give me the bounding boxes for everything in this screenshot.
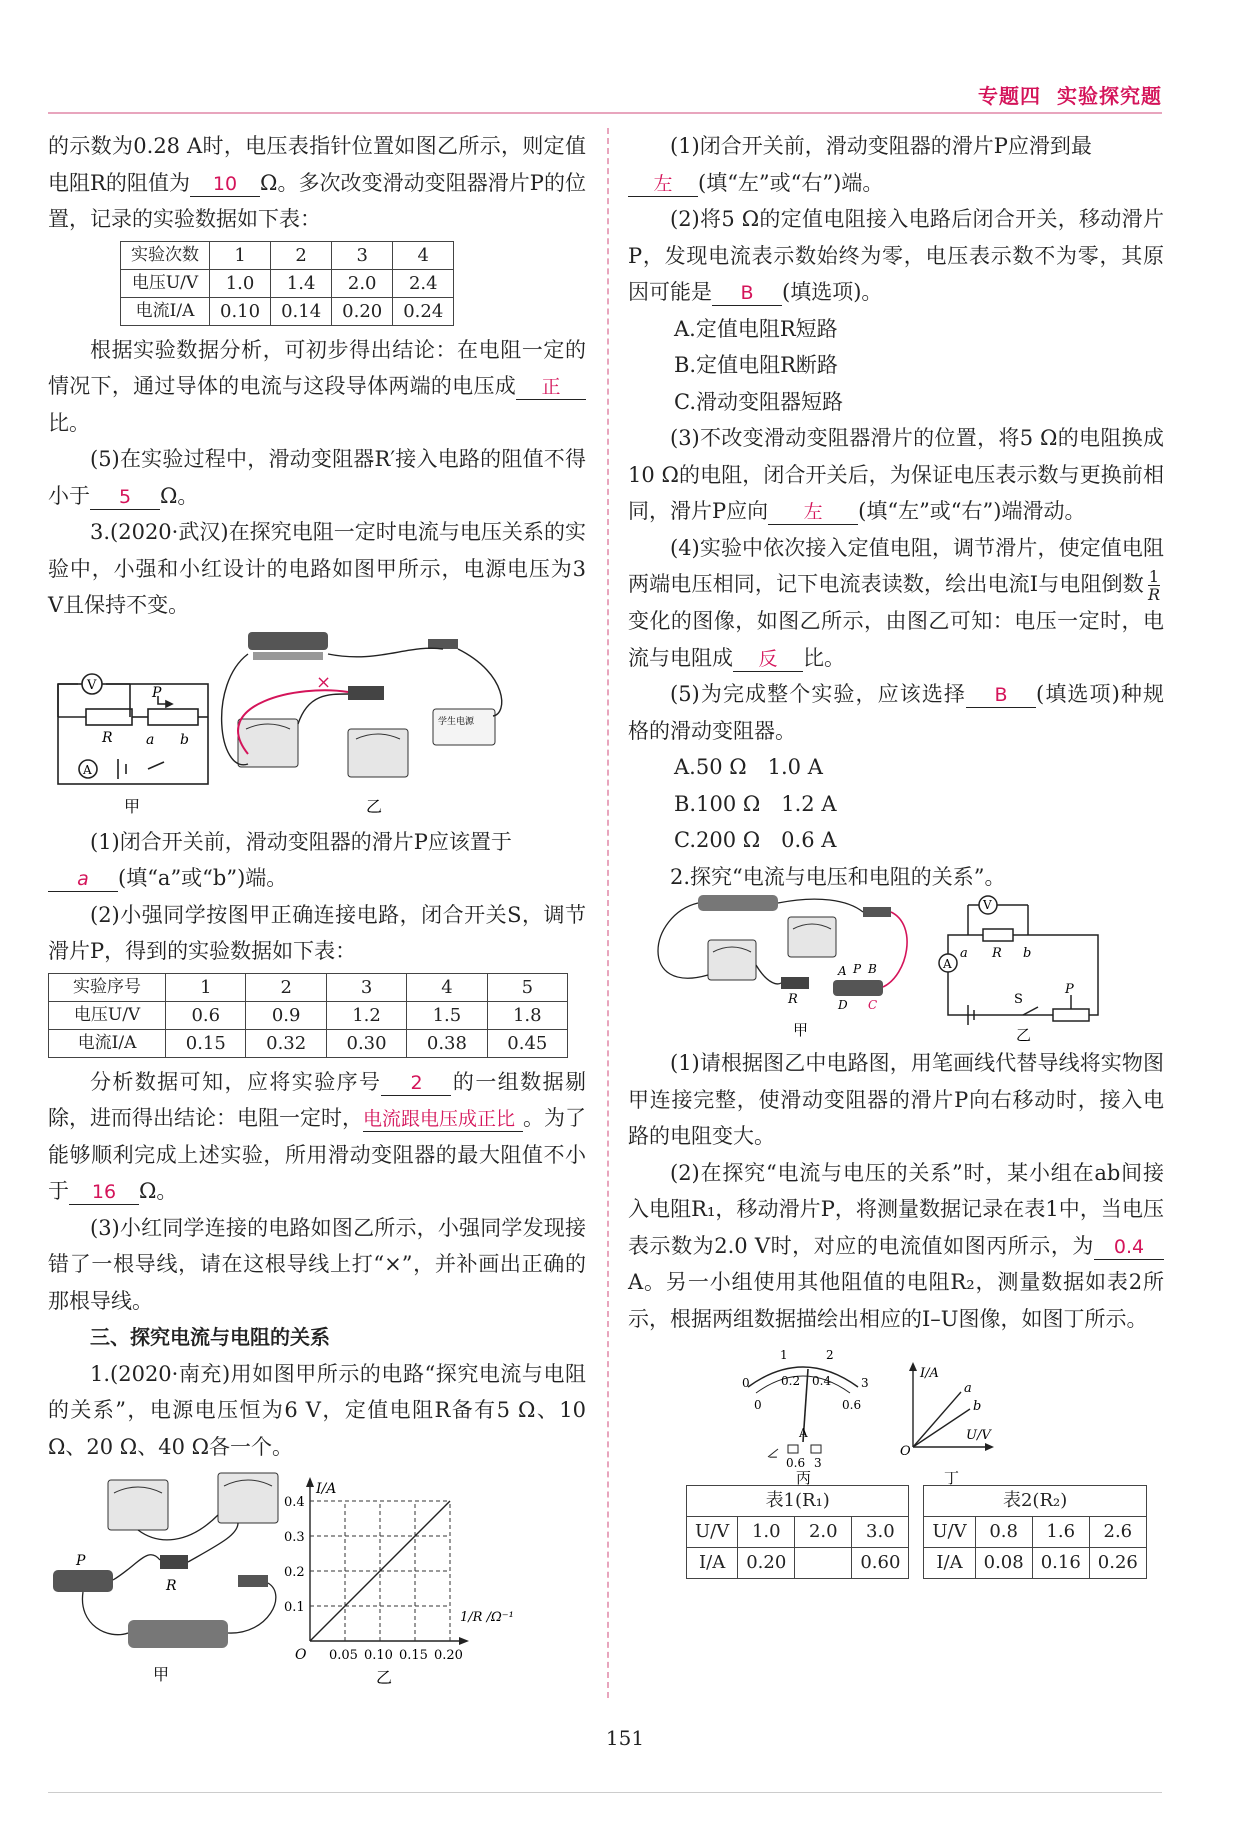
battery-image	[128, 1620, 228, 1648]
table-cell: 2.4	[393, 269, 454, 297]
text: 分析数据可知，应将实验序号	[90, 1069, 382, 1094]
ammeter-label: A	[83, 762, 92, 777]
figure-2	[48, 1465, 586, 1695]
figure-caption-yi-2: 乙	[376, 1668, 393, 1687]
table-cell: 0.6	[166, 1001, 246, 1029]
text: (1)闭合开关前，滑动变阻器的滑片P应该置于	[90, 829, 512, 854]
rheostat-image	[248, 632, 328, 650]
text: 的示数为0.28 A时，电压表指针位置如图乙所示，则定值电阻R的阻值为	[48, 134, 586, 195]
terminal-c-label: C	[868, 998, 878, 1012]
text: (填选项)种规格的滑动变阻器。	[628, 682, 1165, 743]
table-cell: U/V	[687, 1517, 738, 1548]
column-divider	[607, 128, 609, 1698]
paragraph: 1.(2020·南充)用如图甲所示的电路“探究电流与电阻的关系”，电源电压恒为6 V，定值电阻R备有5 Ω、10 Ω、20 Ω、40 Ω各一个。	[48, 1361, 586, 1459]
figure-caption-ding: 丁	[944, 1469, 960, 1487]
option-a: A.50 Ω 1.0 A	[674, 755, 823, 779]
table-r1	[686, 1485, 909, 1579]
answer-blank: B	[966, 683, 1036, 708]
table-cell: 5	[487, 973, 567, 1001]
table-cell: 0.30	[326, 1029, 406, 1057]
fraction	[1148, 568, 1160, 603]
schematic-jia	[58, 674, 208, 784]
right-column	[628, 128, 1164, 1579]
scale-top-3: 3	[861, 1376, 869, 1390]
table-cell: 2	[246, 973, 326, 1001]
slider-label: P	[1065, 982, 1074, 997]
option-a: A.定值电阻R短路	[674, 316, 838, 341]
figure-caption-jia-3: 甲	[793, 1021, 809, 1039]
x-tick-label: 0.10	[364, 1648, 393, 1663]
page-number: 151	[605, 1726, 645, 1750]
table-cell: 0.10	[210, 297, 271, 325]
table-cell: 0.60	[852, 1548, 909, 1579]
apparatus-jia-2	[53, 1473, 278, 1648]
table-cell: 实验次数	[121, 241, 210, 269]
y-tick-label: 0.4	[284, 1495, 305, 1510]
switch-image	[863, 907, 891, 917]
table-cell: 0.9	[246, 1001, 326, 1029]
paragraph	[48, 1064, 586, 1210]
paragraph	[628, 676, 1164, 749]
fraction-numerator: 1	[1148, 567, 1160, 586]
table-cell: 0.08	[975, 1548, 1032, 1579]
ammeter-dial	[748, 1367, 858, 1457]
answer-blank: B	[712, 281, 782, 306]
x-axis-arrow	[459, 1637, 469, 1645]
x-tick-label: 0.05	[329, 1648, 358, 1663]
table-cell: 1.0	[210, 269, 271, 297]
table-cell: 2.0	[795, 1517, 852, 1548]
scale-top-2: 2	[826, 1348, 834, 1362]
scale-bottom-0: 0	[754, 1398, 762, 1412]
table-row	[49, 1029, 568, 1057]
terminal-b-label: B	[868, 962, 877, 976]
answer-blank: 10	[190, 172, 260, 197]
switch-image	[428, 639, 458, 649]
figure-3-svg	[628, 895, 1164, 1045]
table-cell: 1.4	[271, 269, 332, 297]
y-axis-label: I/A	[316, 1481, 337, 1497]
resistor-label: R	[102, 729, 113, 746]
origin-label: O	[295, 1647, 307, 1663]
text: 根据实验数据分析，可初步得出结论：在电阻一定的情况下，通过导体的电流与这段导体两端的电压成	[48, 337, 586, 398]
iu-x-label: U/V	[966, 1428, 991, 1443]
terminal-a-label: a	[146, 731, 155, 748]
answer-blank: 反	[733, 647, 803, 672]
table-cell: 实验序号	[49, 973, 166, 1001]
table-cell: 1.5	[407, 1001, 487, 1029]
iu-y-arrow	[909, 1362, 917, 1371]
table-cell: 3.0	[852, 1517, 909, 1548]
figure-caption-jia: 甲	[124, 796, 141, 816]
paragraph	[48, 128, 586, 238]
text: (5)在实验过程中，滑动变阻器R′接入电路的阻值不得小于	[48, 447, 586, 508]
chart-i-vs-inverse-r	[284, 1477, 514, 1687]
table-row	[121, 269, 454, 297]
table-cell: 0.24	[393, 297, 454, 325]
table-cell	[795, 1548, 852, 1579]
slider-label: P	[76, 1553, 86, 1569]
table-cell: 1.6	[1032, 1517, 1089, 1548]
scale-top-0: 0	[742, 1376, 750, 1390]
table-cell: 2	[271, 241, 332, 269]
table-cell: 4	[393, 241, 454, 269]
section-heading: 三、探究电流与电阻的关系	[90, 1325, 330, 1349]
left-column	[48, 128, 586, 1695]
iu-line-b-label: b	[973, 1399, 982, 1414]
table-row	[687, 1517, 909, 1548]
table-cell: 电压U/V	[49, 1001, 166, 1029]
voltmeter-image	[348, 729, 408, 777]
text: (1)闭合开关前，滑动变阻器的滑片P应滑到最	[670, 134, 1092, 158]
paragraph: (1)请根据图乙中电路图，用笔画线代替导线将实物图甲连接完整，使滑动变阻器的滑片P向右移动时，接入电路的电阻变大。	[628, 1051, 1164, 1148]
voltmeter-label: V	[983, 898, 992, 912]
iu-y-label: I/A	[920, 1366, 939, 1381]
terminal-b-label: b	[1023, 946, 1032, 961]
answer-blank: 左	[628, 172, 698, 197]
text: A。另一小组使用其他阻值的电阻R₂，测量数据如表2所示，根据两组数据描绘出相应的I–U图像，如图丁所示。	[628, 1270, 1164, 1331]
table-cell: 1	[166, 973, 246, 1001]
answer-blank: a	[48, 867, 118, 892]
table-cell: 0.14	[271, 297, 332, 325]
battery-image	[698, 895, 778, 911]
voltmeter-label: V	[87, 677, 97, 693]
table-cell: 3	[326, 973, 406, 1001]
iu-x-arrow	[985, 1443, 994, 1451]
table-cell: 1	[210, 241, 271, 269]
paragraph	[48, 332, 586, 442]
resistor-label: R	[992, 946, 1002, 961]
paragraph: 2.探究“电流与电压和电阻的关系”。	[670, 864, 1006, 889]
answer-blank: 电流跟电压成正比	[363, 1107, 523, 1132]
paragraph	[628, 420, 1164, 530]
ammeter-image	[238, 719, 298, 767]
table-cell: 电压U/V	[121, 269, 210, 297]
data-table-1	[120, 241, 454, 326]
table-cell: 1.8	[487, 1001, 567, 1029]
table-cell: 3	[332, 241, 393, 269]
meter-unit: A	[799, 1426, 808, 1440]
terminal-06: 0.6	[786, 1456, 806, 1470]
text: (4)实验中依次接入定值电阻，调节滑片，使定值电阻两端电压相同，记下电流表读数，绘出电流I与电阻倒数	[628, 535, 1164, 596]
answer-blank: 16	[69, 1180, 139, 1205]
figure-caption-jia-2: 甲	[153, 1665, 170, 1684]
scale-top-1: 1	[780, 1348, 788, 1362]
paragraph: (2)小强同学按图甲正确连接电路，闭合开关S，调节滑片P，得到的实验数据如下表：	[48, 902, 586, 963]
figure-4	[628, 1337, 1164, 1487]
answer-blank: 左	[768, 500, 858, 525]
table-cell: 0.26	[1089, 1548, 1146, 1579]
scale-bottom-04: 0.4	[812, 1374, 832, 1388]
option-c: C.200 Ω 0.6 A	[674, 828, 837, 852]
table-row	[687, 1486, 909, 1517]
x-axis-label: 1/R /Ω⁻¹	[460, 1610, 514, 1625]
terminal-a-label: A	[838, 964, 847, 978]
table-row	[49, 1001, 568, 1029]
table-cell: 2.0	[332, 269, 393, 297]
footer-rule	[48, 1792, 1162, 1793]
wrong-wire-mark: ×	[316, 671, 332, 693]
scale-bottom-02: 0.2	[781, 1374, 801, 1388]
text: (3)不改变滑动变阻器滑片的位置，将5 Ω的电阻换成10 Ω的电阻，闭合开关后，为保证电压表示数与更换前相同，滑片P应向	[628, 426, 1164, 523]
meter-minus: −	[768, 1450, 779, 1464]
paragraph: (3)小红同学连接的电路如图乙所示，小强同学发现接错了一根导线，请在这根导线上打“×”，并补画出正确的那根导线。	[48, 1215, 586, 1313]
paragraph	[48, 824, 586, 897]
terminal-b-label: b	[180, 731, 189, 748]
rheostat-image	[53, 1570, 113, 1592]
paragraph	[628, 1155, 1164, 1338]
y-tick-label: 0.1	[284, 1600, 305, 1615]
table-r2	[923, 1485, 1146, 1579]
x-tick-label: 0.20	[434, 1648, 463, 1663]
resistor-image	[781, 977, 809, 989]
switch-label: S	[1014, 992, 1023, 1007]
figure-caption-yi-3: 乙	[1016, 1026, 1032, 1044]
paragraph	[48, 441, 586, 514]
figure-4-svg	[628, 1337, 1164, 1487]
table-cell: 4	[407, 973, 487, 1001]
power-supply-image	[433, 709, 495, 745]
power-supply-label: 学生电源	[438, 716, 475, 727]
text: (2)将5 Ω的定值电阻接入电路后闭合开关，移动滑片P，发现电流表示数始终为零，电压表示数不为零，其原因可能是	[628, 207, 1164, 304]
text: (2)在探究“电流与电压的关系”时，某小组在ab间接入电阻R₁，移动滑片P，将测量数据记录在表1中，当电压表示数为2.0 V时，对应的电流值如图丙所示，为	[628, 1160, 1164, 1258]
table-cell: 1.2	[326, 1001, 406, 1029]
table-cell: 电流I/A	[121, 297, 210, 325]
table-title: 表1(R₁)	[687, 1486, 909, 1517]
table-cell: 0.20	[738, 1548, 795, 1579]
resistor-label: R	[788, 992, 798, 1007]
apparatus-yi	[222, 632, 502, 777]
ammeter-image	[708, 940, 756, 980]
scale-bottom-06: 0.6	[842, 1398, 862, 1412]
resistor-image	[160, 1555, 188, 1569]
table-cell: 0.8	[975, 1517, 1032, 1548]
table-cell: I/A	[687, 1548, 738, 1579]
text: Ω。多次改变滑动变阻器滑片P的位置，记录的实验数据如下表：	[48, 170, 586, 231]
resistor-image	[348, 686, 384, 700]
option-c: C.滑动变阻器短路	[674, 389, 843, 414]
rheostat-image	[833, 980, 883, 996]
text: (填“a”或“b”)端。	[118, 866, 288, 890]
header-rule	[48, 112, 1162, 114]
terminal-3: 3	[814, 1456, 822, 1470]
paragraph	[628, 201, 1164, 311]
answer-blank: 0.4	[1094, 1235, 1164, 1260]
table-row	[49, 973, 568, 1001]
text: 变化的图像，如图乙所示，由图乙可知：电压一定时，电流与电阻成	[628, 609, 1164, 670]
page-header	[978, 80, 1162, 109]
ammeter-label: A	[943, 957, 952, 971]
paragraph	[628, 530, 1164, 677]
y-axis-arrow	[306, 1477, 314, 1487]
paragraph	[628, 128, 1164, 201]
data-table-2	[48, 973, 568, 1058]
circuit-figure-1	[48, 624, 586, 824]
text: 。为了能够顺利完成上述实验，所用滑动变阻器的最大阻值不小于	[48, 1106, 586, 1203]
table-cell: 电流I/A	[49, 1029, 166, 1057]
header-topic: 专题四	[978, 84, 1041, 108]
circuit-diagram-svg	[48, 624, 586, 824]
table-row	[687, 1548, 909, 1579]
figure-caption-bing: 丙	[796, 1469, 812, 1487]
table-row	[121, 241, 454, 269]
y-tick-label: 0.3	[284, 1530, 305, 1545]
table-cell: 0.32	[246, 1029, 326, 1057]
switch-image	[238, 1575, 268, 1587]
terminal-a-label: a	[960, 946, 968, 961]
table-cell: 2.6	[1089, 1517, 1146, 1548]
text: (填“左”或“右”)端滑动。	[858, 499, 1086, 523]
table-cell: 0.16	[1032, 1548, 1089, 1579]
iu-origin: O	[900, 1444, 911, 1459]
table-cell: 1.0	[738, 1517, 795, 1548]
table-row	[924, 1486, 1146, 1517]
fraction-denominator: R	[1147, 585, 1160, 604]
apparatus-jia-3	[658, 895, 907, 996]
x-tick-label: 0.15	[399, 1648, 428, 1663]
result-tables	[686, 1485, 1164, 1579]
table-title: 表2(R₂)	[924, 1486, 1146, 1517]
answer-blank: 2	[381, 1071, 451, 1096]
table-row	[924, 1517, 1146, 1548]
table-cell: 0.20	[332, 297, 393, 325]
option-b: B.100 Ω 1.2 A	[674, 791, 837, 816]
terminal-d-label: D	[838, 998, 848, 1012]
table-cell: 0.15	[166, 1029, 246, 1057]
text: (填选项)。	[782, 280, 883, 304]
option-b: B.定值电阻R断路	[674, 353, 838, 377]
circuit-figure-3	[628, 895, 1164, 1045]
paragraph: 3.(2020·武汉)在探究电阻一定时电流与电压关系的实验中，小强和小红设计的电路如图甲所示，电源电压为3 V且保持不变。	[48, 520, 586, 617]
chart-ticks	[284, 1495, 463, 1663]
table-cell: U/V	[924, 1517, 975, 1548]
text: (填“左”或“右”)端。	[698, 170, 884, 195]
table-cell: 0.38	[407, 1029, 487, 1057]
figure-caption-yi: 乙	[366, 796, 383, 816]
y-tick-label: 0.2	[284, 1565, 305, 1580]
text: 比。	[803, 645, 845, 670]
resistor-label: R	[166, 1578, 177, 1594]
text: 比。	[48, 410, 90, 435]
table-cell: I/A	[924, 1548, 975, 1579]
voltmeter-image	[788, 917, 836, 957]
answer-blank: 正	[516, 375, 586, 400]
header-title: 实验探究题	[1057, 84, 1162, 108]
table-row	[924, 1548, 1146, 1579]
text: Ω。	[160, 483, 199, 508]
slider-label: P	[152, 684, 162, 701]
iu-line-a-label: a	[964, 1381, 972, 1396]
slider-label: P	[853, 962, 862, 976]
table-cell: 0.45	[487, 1029, 567, 1057]
text: Ω。	[139, 1179, 178, 1203]
text: 的一组数据剔除，进而得出结论：电阻一定时，	[48, 1069, 587, 1130]
answer-blank: 5	[90, 485, 160, 510]
table-row	[121, 297, 454, 325]
figure-2-svg	[48, 1465, 586, 1695]
text: (5)为完成整个实验，应该选择	[670, 682, 967, 706]
